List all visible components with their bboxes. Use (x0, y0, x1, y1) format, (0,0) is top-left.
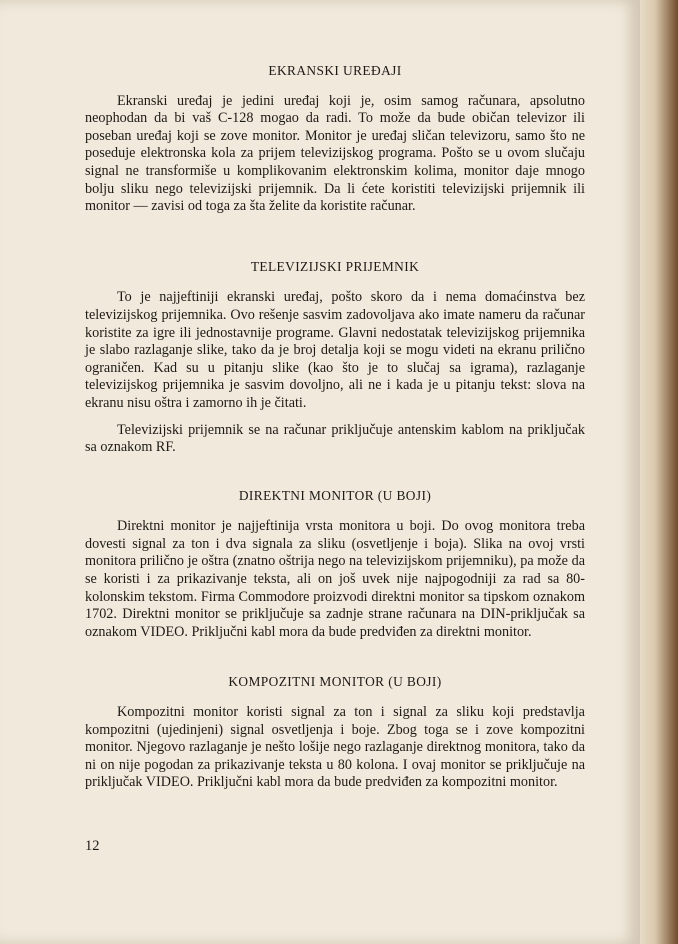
section-heading: DIREKTNI MONITOR (U BOJI) (238, 487, 432, 503)
section-ekranski-uredjaji (85, 62, 585, 216)
section-heading: EKRANSKI UREĐAJI (268, 63, 402, 78)
book-edge (640, 0, 678, 944)
section-paragraph: Kompozitni monitor koristi signal za ton i signal za sliku koji predstavlja kompozitni (ujedinjeni) signal osvetljenja i boje. Zbog toga se i zove kompozitni monitor. Njegovo razlaganje je nešto lošije nego razlaganje direktnog monitora, tako da ni on nije pogodan za prikazivanje teksta u 80 kolona. I ovaj monitor se priključuje na priključak VIDEO. Priključni kabl mora da bude predviđen za kompozitni monitor. (85, 704, 585, 791)
section-heading: KOMPOZITNI MONITOR (U BOJI) (228, 674, 442, 690)
page-content (85, 62, 585, 792)
section-direktni-monitor (85, 487, 585, 642)
section-paragraph: Ekranski uređaj je jedini uređaj koji je, osim samog računara, apsolutno neophodan da bi vaš C-128 mogao da radi. To može da bude običan televizor ili poseban uređaj koji se zove monitor. Monitor je uređaj sličan televizoru, samo što ne poseduje elektronska kola za prijem televizijskog programa. Pošto se u ovom slučaju signal ne transformiše u komplikovanim elektronskim kolima, monitor daje mnogo bolju sliku nego televizijski prijemnik. Da li ćete koristiti televizijski prijemnik ili monitor — zavisi od toga za šta želite da koristite računar. (85, 92, 585, 215)
section-heading: TELEVIZIJSKI PRIJEMNIK (250, 258, 420, 274)
section-kompozitni-monitor (85, 673, 585, 792)
section-televizijski-prijemnik (85, 258, 585, 457)
section-paragraph: Direktni monitor je najjeftinija vrsta monitora u boji. Do ovog monitora treba dovesti signal za ton i dva signala za sliku (osvetljenje i boja). Slika na ovoj vrsti monitora prilično je oštra (znatno oštrija nego na televizijskom prijemniku), pa može da se koristi i za prikazivanje teksta, ali on još uvek nije najpogodniji za rad sa 80-kolonskim tekstom. Firma Commodore proizvodi direktni monitor sa tipskom oznakom 1702. Direktni monitor se priključuje sa zadnje strane računara na DIN-priključak sa oznakom VIDEO. Priključni kabl mora da bude predviđen za direktni monitor. (85, 518, 585, 640)
page-number: 12 (85, 838, 100, 854)
section-paragraph: Televizijski prijemnik se na računar priključuje antenskim kablom na priključak sa oznakom RF. (85, 421, 585, 456)
section-paragraph: To je najjeftiniji ekranski uređaj, pošto skoro da i nema domaćinstva bez televizijskog prijemnika. Ovo rešenje sasvim zadovoljava ako imate nameru da računar koristite za igre ili jednostavnije programe. Glavni nedostatak televizijskog prijemnika je slabo razlaganje slike, tako da je broj detalja koji se mogu videti na ekranu prilično ograničen. Kad su u pitanju slike (kao što je to slučaj sa igrama), razlaganje televizijskog prijemnika je sasvim dovoljno, ali ne i kada je u pitanju tekst: slova na ekranu nisu oštra i zamorno ih je čitati. (85, 289, 585, 411)
